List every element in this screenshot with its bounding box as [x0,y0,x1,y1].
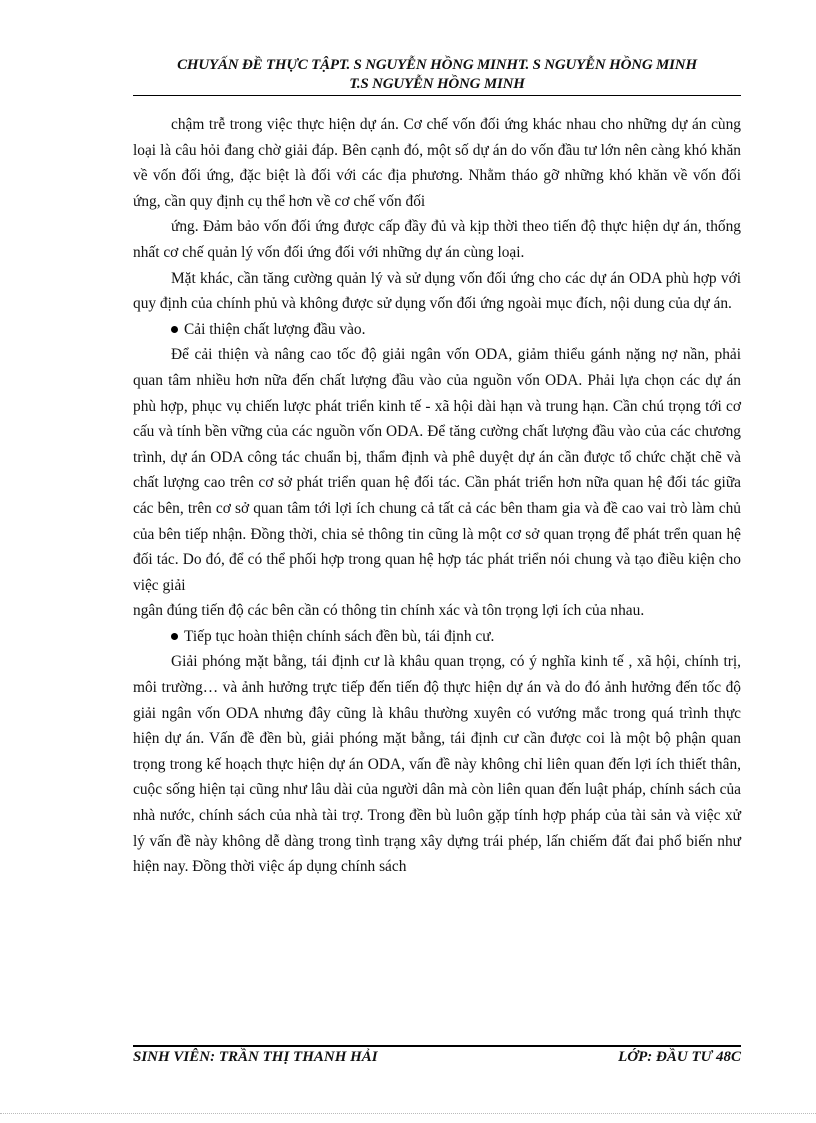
header-title-line-2: T.S NGUYỄN HỒNG MINH [349,76,525,92]
footer-divider [133,1045,741,1047]
footer-class-name: LỚP: ĐẦU TƯ 48C [618,1049,741,1065]
bullet-input-quality [133,317,741,343]
paragraph-counterpart-funds: chậm trễ trong việc thực hiện dự án. Cơ chế vốn đối ứng khác nhau cho những dự án cùng loại là câu hỏi đang chờ giải đáp. Bên cạnh đó, một số dự án do vốn đầu tư lớn nên càng khó khăn về vốn đối ứng, đặc biệt là đối với các địa phương. Nhằm tháo gỡ những khó khăn về vốn đối ứng, cần quy định cụ thể hơn về cơ chế vốn đối [133,116,741,210]
bullet-resettlement-label: Tiếp tục hoàn thiện chính sách đền bù, tái định cư. [184,627,495,645]
bullet-resettlement [133,624,741,650]
document-body [133,112,741,880]
page-header [133,56,741,94]
bullet-input-quality-label: Cải thiện chất lượng đầu vào. [184,320,366,338]
page-footer [133,1049,741,1066]
bullet-icon [171,326,178,333]
paragraph-resettlement: Giải phóng mặt bằng, tái định cư là khâu quan trọng, có ý nghĩa kinh tế , xã hội, chính trị, môi trường… và ảnh hưởng trực tiếp đến tiến độ thực hiện dự án và do đó ảnh hưởng đến tốc độ giải ngân vốn ODA nhưng đây cũng là khâu thường xuyên có vướng mắc trong quá trình thực hiện dự án. Vấn đề đền bù, giải phóng mặt bằng, tái định cư cần được coi là một bộ phận quan trọng trong kế hoạch thực hiện dự án ODA, vấn đề này không chỉ liên quan đến lợi ích thiết thân, cuộc sống hiện tại cũng như lâu dài của người dân mà còn liên quan đến luật pháp, chính sách của nhà nước, chính sách của nhà tài trợ. Trong đền bù luôn gặp tính hợp pháp của tài sản và việc xử lý vấn đề này không dễ dàng trong tình trạng xây dựng trái phép, lấn chiếm đất đai phổ biến như hiện nay. Đồng thời việc áp dụng chính sách [133,653,741,876]
header-title-line-1: CHUYẤN ĐỀ THỰC TẬPT. S NGUYỄN HỒNG MINHT. S NGUYỄN HỒNG MINH [177,57,697,73]
bullet-icon [171,633,178,640]
page-edge-divider [0,1113,816,1114]
header-divider [133,95,741,96]
paragraph-input-quality: Để cải thiện và nâng cao tốc độ giải ngân vốn ODA, giảm thiểu gánh nặng nợ nần, phải quan tâm nhiều hơn nữa đến chất lượng đầu vào của nguồn vốn ODA. Phải lựa chọn các dự án phù hợp, phục vụ chiến lược phát triển kinh tế - xã hội dài hạn và trung hạn. Cần chú trọng tới cơ cấu và tính bền vững của các nguồn vốn ODA. Để tăng cường chất lượng đầu vào của các chương trình, dự án ODA công tác chuẩn bị, thẩm định và phê duyệt dự án cần được tổ chức chặt chẽ và chất lượng cao trên cơ sở phát triển quan hệ đối tác. Cần phát triển hơn nữa quan hệ đối tác giữa các bên, trên cơ sở quan tâm tới lợi ích chung cả tất cả các bên tham gia và đề cao vai trò làm chủ của bên tiếp nhận. Đồng thời, chia sẻ thông tin cũng là một cơ sở quan trọng để phát trển quan hệ đối tác. Do đó, để có thể phối hợp trong quan hệ hợp tác phát triển nói chung và tạo điều kiện cho việc giải [133,346,741,594]
paragraph-input-quality-continued: ngân đúng tiến độ các bên cần có thông tin chính xác và tôn trọng lợi ích của nhau. [133,602,645,620]
paragraph-counterpart-management: Mặt khác, cần tăng cường quản lý và sử dụng vốn đối ứng cho các dự án ODA phù hợp với quy định của chính phủ và không được sử dụng vốn đối ứng ngoài mục đích, nội dung của dự án. [133,269,741,313]
footer-student-name: SINH VIÊN: TRẦN THỊ THANH HẢI [133,1049,378,1065]
paragraph-counterpart-guarantee: ứng. Đảm bảo vốn đối ứng được cấp đầy đủ và kịp thời theo tiến độ thực hiện dự án, thống nhất cơ chế quản lý vốn đối ứng đối với những dự án cùng loại. [133,218,741,261]
